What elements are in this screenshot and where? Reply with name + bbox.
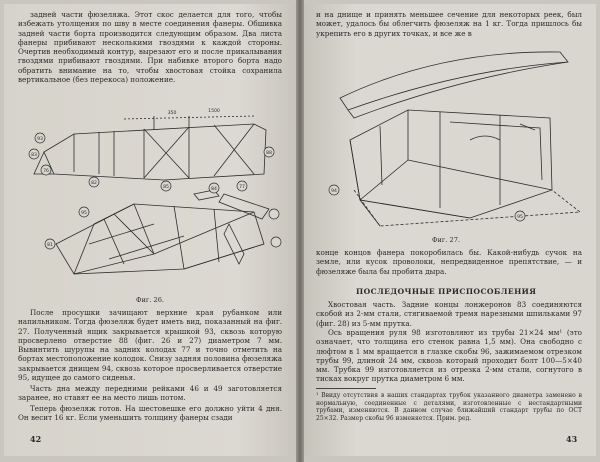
figure-26-caption: Фиг. 26. [136,296,165,304]
right-section-paragraph-2: Ось вращения руля 98 изготовляют из трубы 21×24 мм¹ (это означает, что толщина его стенок равна 1,5 мм). Она свободно с люфтом в 1 мм вращается в глазке скобы 96, зажимаемом отрезком трубы 99, длиной 24 мм, сквозь который проходит болт 100—5×40 мм. Трубка 99 изготовляется из отрезка 2-мм стали, согнутого в тисках вокруг прутка диаметром 6 мм. [316,328,582,384]
left-bottom-paragraph-2: Часть дна между передними рейками 46 и 49 заготовляется заранее, но ставят ее на место лишь потом. [18,384,282,403]
label-81: 81 [47,242,53,248]
right-section-paragraph-1: Хвостовая часть. Задние концы лонжеронов 83 соединяются скобой из 2-мм стали, стягиваемой тремя нарезными шпильками 97 (фиг. 28) из 5-мм прутка. [316,300,582,328]
left-bottom-paragraph-1: После просушки зачищают верхние края рубанком или напильником. Тогда фюзеляж будет иметь вид, показанный на фиг. 27. Полученный ящик закрывается крышкой 93, сквозь которую просверлено отверстие 88 (фиг. 26 и 27) диаметром 7 мм. Вывинтить шурупы на задних колодах 77 и точно отметить на бортах местоположение колодок. Снизу задняя половина фюзеляжа закрывается днищем 94, сквозь которое просверливается отверстие 95, идущее до самого сиденья. [18,308,282,383]
label-88: 88 [266,150,272,156]
book-gutter [296,0,304,462]
left-page [4,4,296,456]
right-mid-paragraph: конце концов фанера покоробилась бы. Какой-нибудь сучок на земле, или кусок проволоки, непредвиденное препятствие, — и фюзеляже была бы пробита дыра. [316,248,582,276]
label-77: 77 [239,184,245,190]
figure-27-drawing [320,40,582,230]
right-top-paragraph: и на днище и принять меньшее сечение для некоторых реек, был может, удалось бы облегчить фюзеляж на 1 кг. Тогда пришлось бы укрепить его в других точках, и все же в [316,10,582,38]
dimension-1500: 1500 [208,109,220,114]
right-footnote: ¹ Ввиду отсутствия в наших стандартах трубок указанного диаметра заменено в нормальную, соединенные с деталями, изготовленные с нестандартными трубами, изменяются. В данном случае ближайший стандарт трубы по ОСТ 25×32. Размер скобы 96 изменяется. Прим. ред. [316,392,582,422]
figure-26-drawing [14,94,286,294]
right-page-number: 43 [566,434,578,444]
label-94: 94 [331,188,337,194]
label-84: 84 [211,186,217,192]
label-85: 85 [163,184,169,190]
label-83: 83 [31,152,37,158]
right-page [304,4,596,456]
dimension-350: 350 [167,111,177,116]
section-title: ПОСЛЕДОЧНЫЕ ПРИСПОСОБЛЕНИЯ [356,287,537,296]
label-95: 95 [81,210,87,216]
label-93: 93 [37,136,43,142]
figure-27-caption: Фиг. 27. [432,236,461,244]
left-top-paragraph: задней части фюзеляжа. Этот скос делается для того, чтобы избежать утолщения по шву в месте соединения фанеры. Обшивка задней части борта производится следующим образом. Два листа фанеры прибивают несколькими гвоздями к каждой стороны. Очертив необходимый контур, вырезают его и после прикалывания гвоздями прибивают гвоздями. При набивке второго борта надо обратить внимание на то, чтобы хвостовая стойка сохранила вертикальное (без перекоса) положение. [18,10,282,85]
label-95-right: 95 [517,214,523,220]
label-76: 76 [43,168,49,174]
footnote-rule [316,388,376,389]
label-82: 82 [91,180,97,186]
left-page-number: 42 [30,434,42,444]
left-bottom-paragraph-3: Теперь фюзеляж готов. На шестовешке его должно уйти 4 дня. Он весит 16 кг. Если уменьшить толщину фанеры сзади [18,404,282,423]
